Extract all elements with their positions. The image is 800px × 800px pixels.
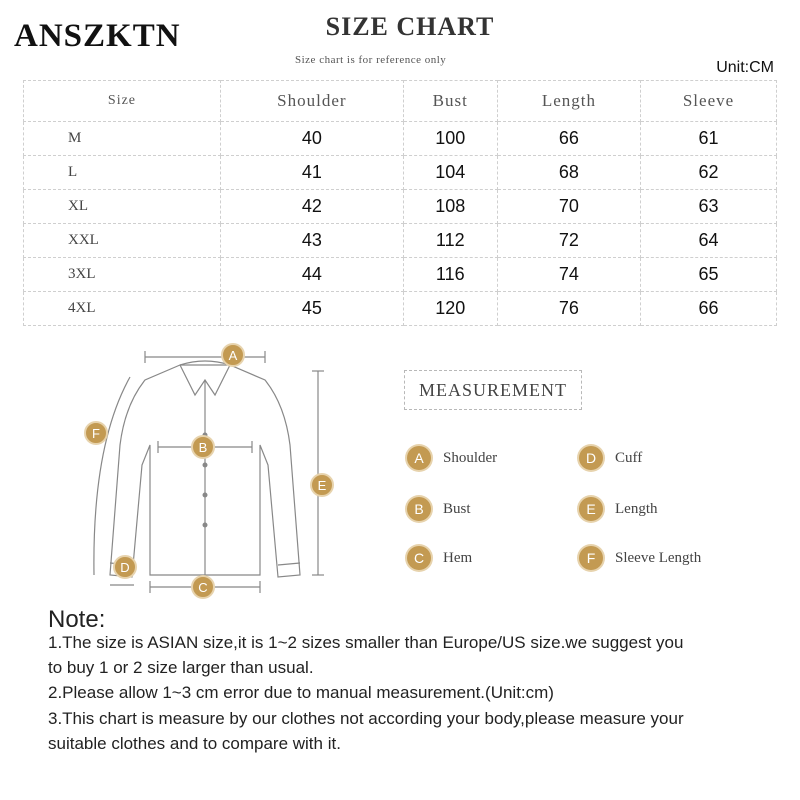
- badge-d: D: [579, 446, 603, 470]
- badge-b: B: [407, 497, 431, 521]
- legend-label: Length: [615, 500, 658, 517]
- size-table: [23, 80, 777, 326]
- table-row: [24, 190, 777, 224]
- header-size: Size: [24, 81, 221, 122]
- note-line: to buy 1 or 2 size larger than usual.: [48, 658, 314, 677]
- cell-bust: 116: [403, 258, 497, 292]
- cell-bust: 108: [403, 190, 497, 224]
- legend-label: Shoulder: [443, 449, 498, 466]
- legend-length: [579, 497, 658, 521]
- cell-shoulder: 42: [220, 190, 403, 224]
- marker-b-letter: B: [198, 440, 208, 455]
- unit-label: Unit:CM: [716, 59, 774, 76]
- cell-shoulder: 45: [220, 292, 403, 326]
- cell-sleeve: 62: [641, 156, 777, 190]
- legend-shoulder: [407, 446, 497, 470]
- legend-label: Bust: [443, 500, 471, 517]
- table-row: [24, 122, 777, 156]
- title-text: SIZE CHART: [325, 12, 495, 41]
- marker-f-letter: F: [92, 426, 100, 441]
- header-length: Length: [497, 81, 640, 122]
- note-line: suitable clothes and to compare with it.: [48, 734, 341, 753]
- table-row: [24, 258, 777, 292]
- cell-sleeve: 61: [641, 122, 777, 156]
- legend-hem: [407, 546, 472, 570]
- cell-sleeve: 66: [641, 292, 777, 326]
- note-line: 2.Please allow 1~3 cm error due to manual measurement.(Unit:cm): [48, 683, 554, 702]
- cell-shoulder: 41: [220, 156, 403, 190]
- marker-a-letter: A: [228, 348, 238, 363]
- shirt-diagram: [70, 335, 370, 605]
- cell-sleeve: 63: [641, 190, 777, 224]
- cell-size: XL: [24, 190, 221, 224]
- cell-shoulder: 40: [220, 122, 403, 156]
- cell-size: L: [24, 156, 221, 190]
- legend-label: Cuff: [615, 449, 643, 466]
- legend-cuff: [579, 446, 642, 470]
- cell-length: 76: [497, 292, 640, 326]
- cell-bust: 112: [403, 224, 497, 258]
- marker-e-letter: E: [317, 478, 327, 493]
- legend-bust: [407, 497, 471, 521]
- cell-bust: 100: [403, 122, 497, 156]
- cell-sleeve: 64: [641, 224, 777, 258]
- cell-shoulder: 44: [220, 258, 403, 292]
- badge-e: E: [579, 497, 603, 521]
- cell-size: 3XL: [24, 258, 221, 292]
- header-bust: Bust: [403, 81, 497, 122]
- cell-sleeve: 65: [641, 258, 777, 292]
- header-shoulder: Shoulder: [220, 81, 403, 122]
- page-title: [0, 12, 800, 42]
- note-line: 3.This chart is measure by our clothes not according your body,please measure your: [48, 709, 684, 728]
- table-row: [24, 156, 777, 190]
- cell-size: XXL: [24, 224, 221, 258]
- table-row: [24, 292, 777, 326]
- brand-logo: ANSZKTN: [14, 18, 181, 54]
- cell-size: 4XL: [24, 292, 221, 326]
- badge-a: A: [407, 446, 431, 470]
- note-title: Note:: [48, 606, 106, 633]
- note-line: 1.The size is ASIAN size,it is 1~2 sizes smaller than Europe/US size.we suggest you: [48, 633, 684, 652]
- marker-c-letter: C: [198, 580, 208, 595]
- cell-length: 66: [497, 122, 640, 156]
- cell-length: 74: [497, 258, 640, 292]
- cell-bust: 104: [403, 156, 497, 190]
- cell-bust: 120: [403, 292, 497, 326]
- cell-size: M: [24, 122, 221, 156]
- badge-c: C: [407, 546, 431, 570]
- cell-shoulder: 43: [220, 224, 403, 258]
- table-row: [24, 224, 777, 258]
- legend-label: Hem: [443, 549, 473, 566]
- header-sleeve: Sleeve: [641, 81, 777, 122]
- badge-f: F: [579, 546, 603, 570]
- subtitle: Size chart is for reference only: [295, 54, 447, 66]
- legend-sleeve-length: [579, 546, 701, 570]
- legend-label: Sleeve Length: [615, 549, 702, 566]
- measurement-heading: MEASUREMENT: [404, 370, 582, 410]
- cell-length: 68: [497, 156, 640, 190]
- cell-length: 70: [497, 190, 640, 224]
- marker-d-letter: D: [120, 560, 130, 575]
- cell-length: 72: [497, 224, 640, 258]
- table-header-row: [24, 81, 777, 122]
